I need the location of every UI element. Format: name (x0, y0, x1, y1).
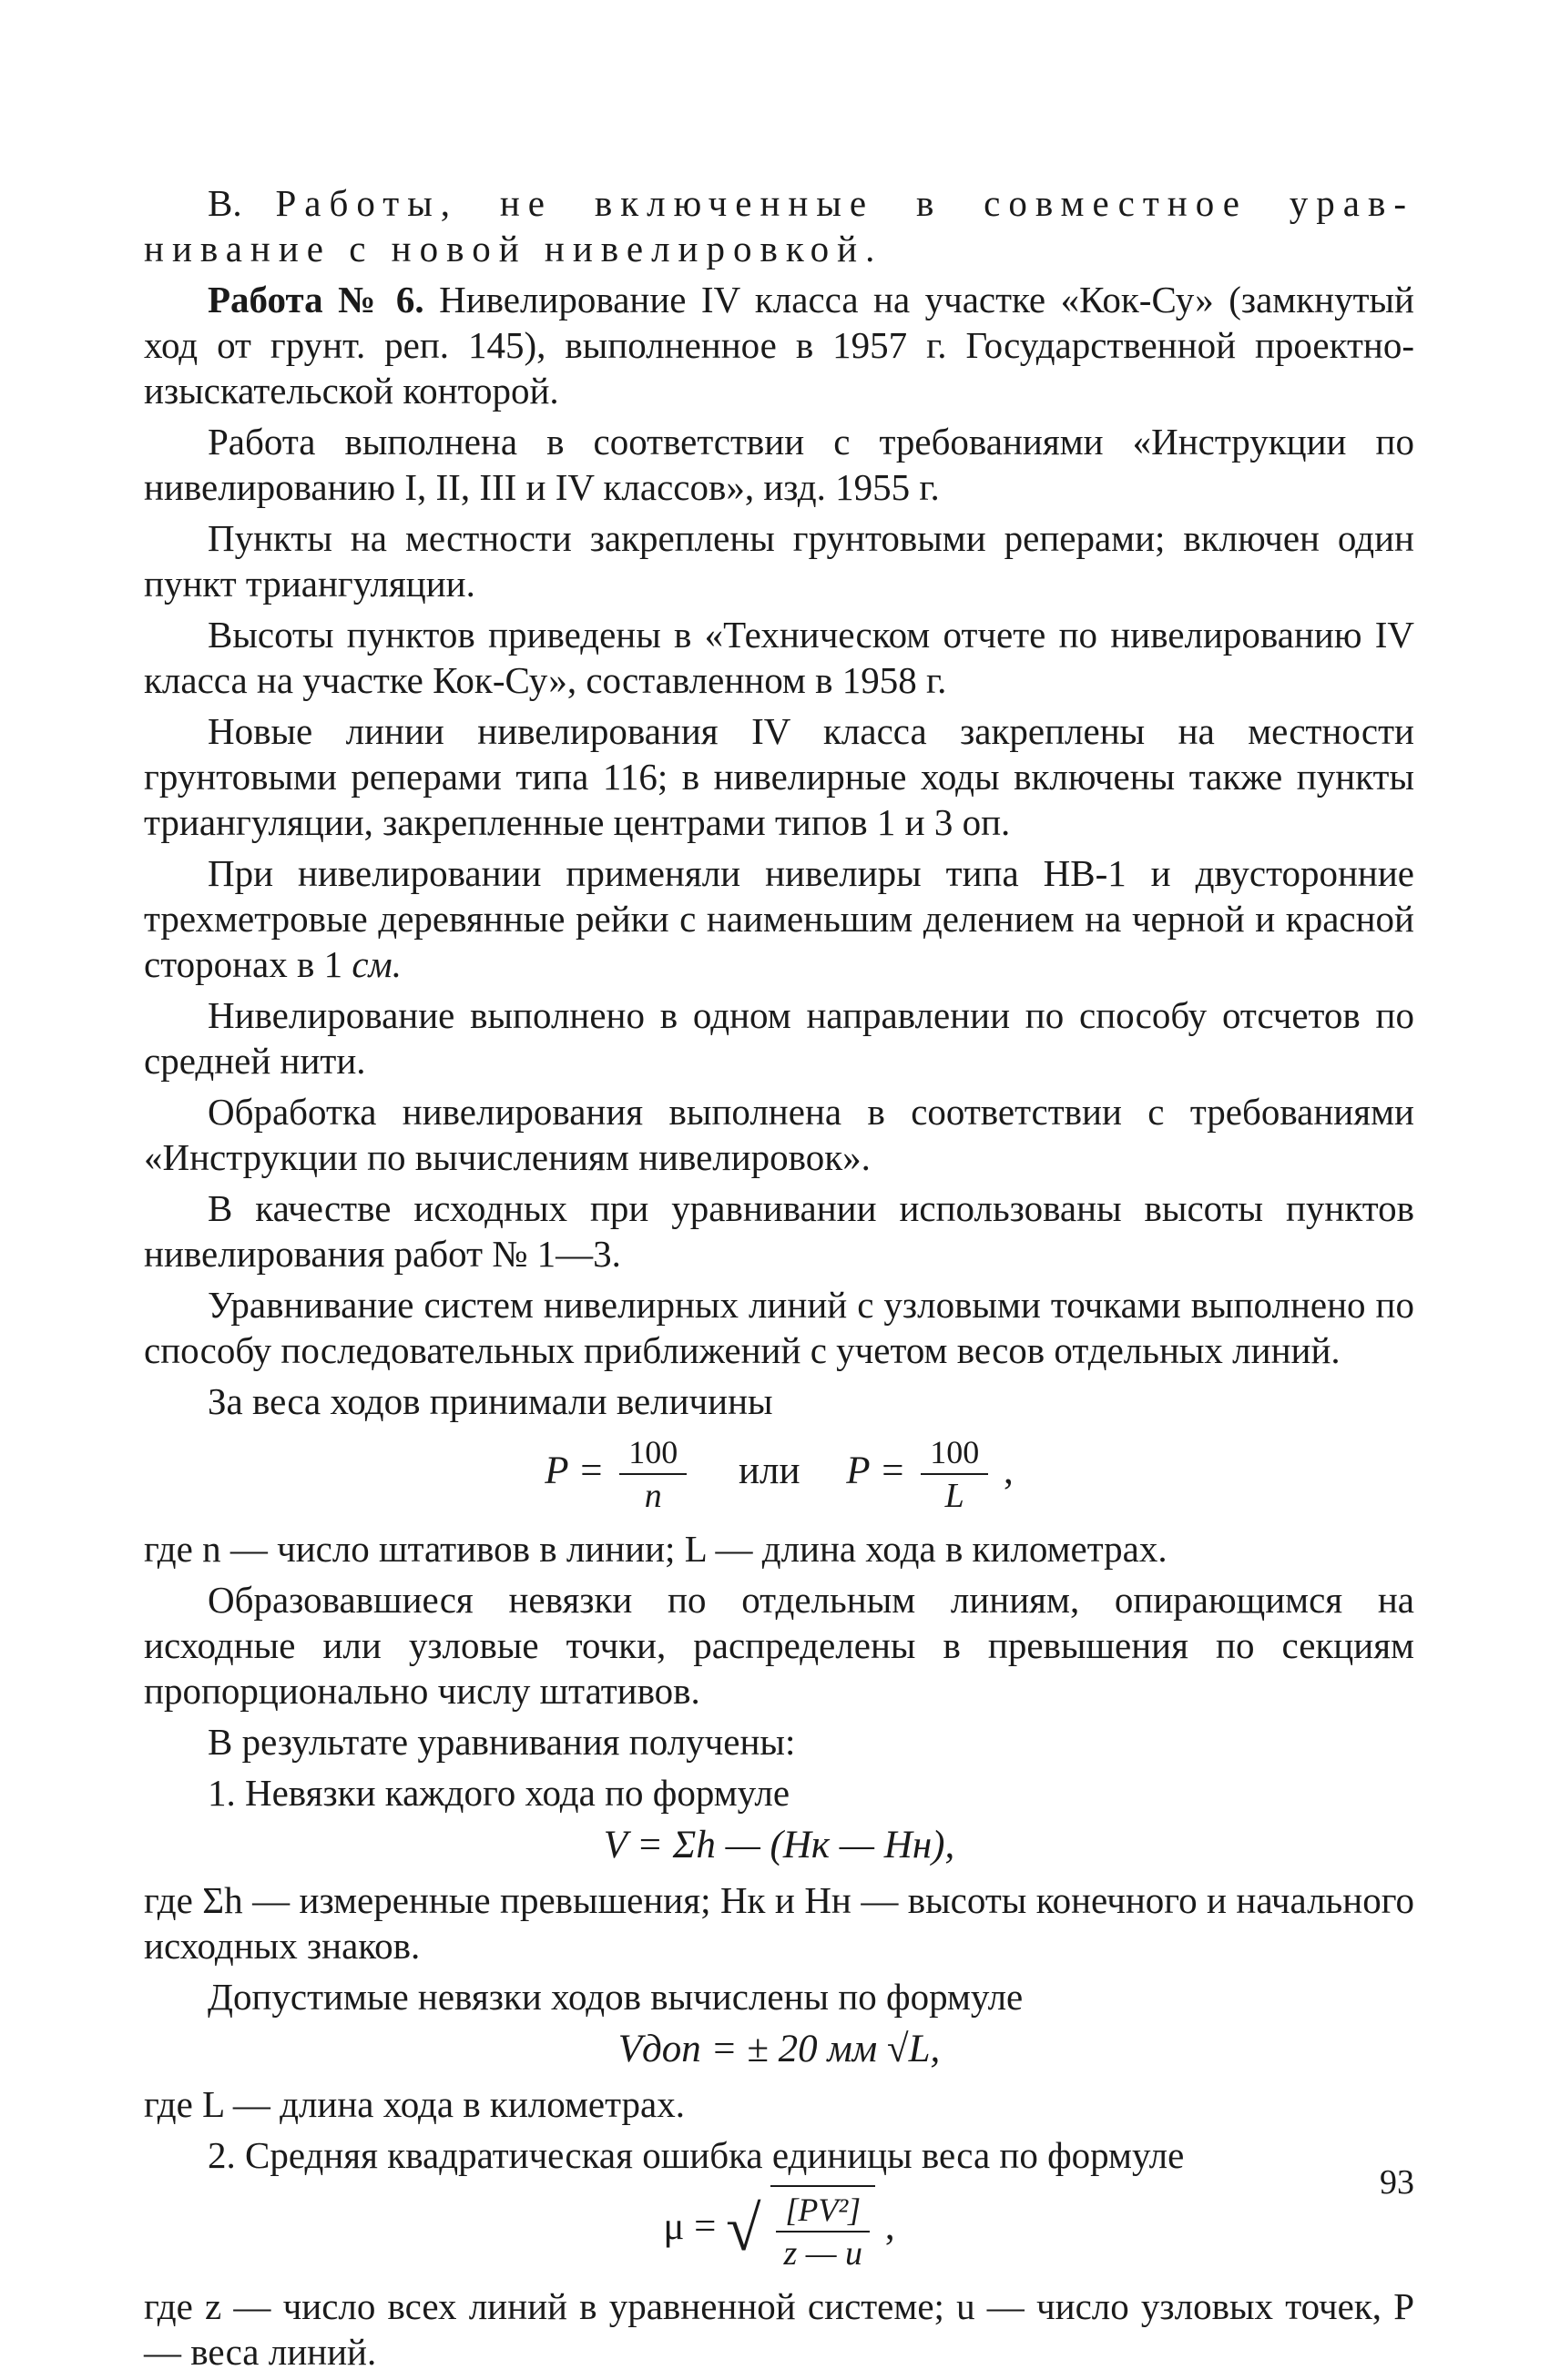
paragraph: Новые линии нивелирования IV класса закреплены на местности грунтовыми реперами типа 116; в нивелирные ходы включены также пункты триангуляции, закрепленные центрами типов 1 и 3 оп. (144, 710, 1414, 843)
paragraph: За веса ходов принимали величины (208, 1380, 773, 1422)
paragraph-work-6 (144, 277, 1414, 413)
page-body (144, 180, 1414, 2380)
paragraph: где L — длина хода в километрах. (144, 2083, 685, 2125)
fraction-numerator: 100 (921, 1431, 988, 1475)
mu-lhs: μ = (663, 2204, 717, 2248)
closure-formula: V = Σh — (Hк — Hн), (603, 1824, 955, 1866)
paragraph: Обработка нивелирования выполнена в соответствии с требованиями «Инструкции по вычислениям нивелировок». (144, 1091, 1414, 1178)
fraction-denominator: z — u (783, 2234, 863, 2273)
paragraph: Пункты на местности закреплены грунтовыми реперами; включен один пункт триангуляции. (144, 517, 1414, 605)
weight-or: или (739, 1449, 800, 1492)
section-heading-text: Работы, не включенные в совместное урав-нивание с новой нивелировкой. (144, 182, 1414, 270)
paragraph: 1. Невязки каждого хода по формуле (208, 1772, 790, 1814)
fraction-numerator: 100 (619, 1431, 687, 1475)
weight-lhs-1: P = (545, 1449, 605, 1492)
sqrt (726, 2185, 875, 2274)
paragraph: 2. Средняя квадратическая ошибка единицы веса по формуле (208, 2134, 1185, 2176)
paragraph: Образовавшиеся невязки по отдельным линиям, опирающимся на исходные или узловые точки, распределены в превышения по секциям пропорционально числу штативов. (144, 1579, 1414, 1712)
paragraph: где Σh — измеренные превышения; Hк и Hн — высоты конечного и начального исходных знаков. (144, 1879, 1414, 1967)
fraction-numerator: [PV²] (776, 2189, 870, 2233)
sqrt-body (770, 2185, 875, 2274)
paragraph: Допустимые невязки ходов вычислены по формуле (208, 1976, 1024, 2018)
section-heading (144, 180, 1414, 271)
paragraph: Нивелирование выполнено в одном направлении по способу отсчетов по средней нити. (144, 994, 1414, 1082)
paragraph: где z — число всех линий в уравненной системе; u — число узловых точек, P — веса линий. (144, 2285, 1414, 2373)
page-number: 93 (1380, 2163, 1414, 2202)
mu-tail: , (884, 2204, 895, 2248)
weight-fraction-2 (921, 1431, 988, 1517)
weight-tail: , (1004, 1449, 1014, 1492)
sqrt-icon: √ (726, 2194, 761, 2264)
allowed-closure-formula: Vдоп = ± 20 мм √L, (617, 2028, 941, 2070)
paragraph: Высоты пунктов приведены в «Техническом отчете по нивелированию IV класса на участке Кок-Су», составленном в 1958 г. (144, 614, 1414, 701)
paragraph: В качестве исходных при уравнивании использованы высоты пунктов нивелирования работ № 1—3. (144, 1187, 1414, 1275)
paragraph: В результате уравнивания получены: (208, 1721, 796, 1763)
fraction-denominator: L (944, 1477, 964, 1515)
unit-text: см. (352, 943, 402, 985)
weight-formula (144, 1431, 1414, 1517)
mu-fraction (776, 2189, 870, 2274)
paragraph: Уравнивание систем нивелирных линий с узловыми точками выполнено по способу последовательных приближений с учетом весов отдельных линий. (144, 1284, 1414, 1371)
weight-lhs-2: P = (846, 1449, 906, 1492)
paragraph: Работа выполнена в соответствии с требованиями «Инструкции по нивелированию I, II, III и IV классов», изд. 1955 г. (144, 421, 1414, 508)
paragraph-text: При нивелировании применяли нивелиры типа НВ-1 и двусторонние трехметровые деревянные рейки с наименьшим делением на черной и красной сторонах в 1 (144, 852, 1414, 985)
work-label: Работа № 6. (208, 279, 424, 320)
fraction-denominator: n (644, 1477, 662, 1515)
paragraph-instruments (144, 850, 1414, 987)
paragraph: где n — число штативов в линии; L — длина хода в километрах. (144, 1528, 1167, 1570)
mu-formula (144, 2185, 1414, 2274)
paragraph-text: Нивелирование IV класса на участке «Кок-Су» (замкнутый ход от грунт. реп. 145), выполненное в 1957 г. Государственной проектно-изыскательской конторой. (144, 279, 1414, 412)
weight-fraction-1 (619, 1431, 687, 1517)
section-heading-prefix: В. (208, 182, 242, 224)
